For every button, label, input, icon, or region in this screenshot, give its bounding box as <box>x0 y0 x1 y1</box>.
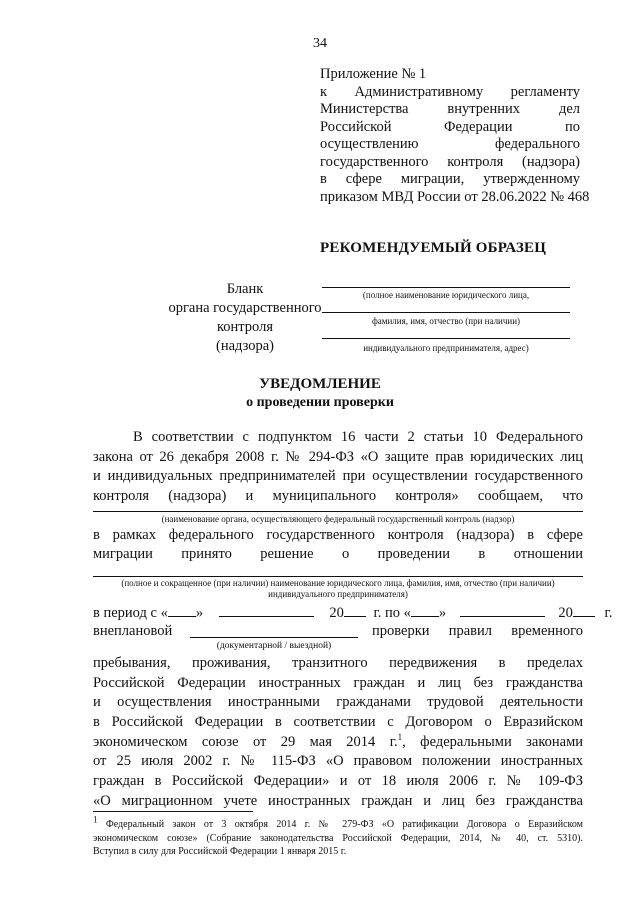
period-text: в период с « <box>93 605 168 621</box>
notice-subtitle: о проведении проверки <box>246 395 394 410</box>
recipient-caption: индивидуального предпринимателя, адрес) <box>363 343 529 353</box>
entity-caption: (полное и сокращенное (при наличии) наименование юридического лица, фамилия, имя, отчество (при наличии) <box>121 578 555 588</box>
sample-label: РЕКОМЕНДУЕМЫЙ ОБРАЗЕЦ <box>320 240 547 256</box>
appendix-line: осуществлению федерального <box>320 136 580 152</box>
footnote-separator <box>93 811 253 812</box>
main-line: в Российской Федерации в соответствии с Договором о Евразийском <box>93 714 583 731</box>
blank-line: органа государственного контроля <box>168 300 322 335</box>
recipient-fill-line[interactable] <box>322 338 570 339</box>
main-line: «О миграционном учете иностранных граждан и лиц без гражданства <box>93 792 583 809</box>
period-text: г. по « <box>373 605 411 621</box>
entity-fill-line[interactable] <box>93 576 583 577</box>
decision-line: миграции принято решение о проведении в отношении <box>93 546 583 562</box>
appendix-block <box>320 66 590 206</box>
intro-paragraph <box>93 428 583 507</box>
footnote-mark: 1 <box>93 814 98 825</box>
footnote-line: экономическом союзе» (Собрание законодательства Российской Федерации, 2014, № 40, ст. 5310). <box>93 832 583 844</box>
appendix-line: Российской Федерации по <box>320 118 580 135</box>
unscheduled-word: внеплановой <box>93 623 173 639</box>
check-type-caption: (документарной / выездной) <box>216 641 332 651</box>
footnote-ref: 1 <box>397 731 403 742</box>
appendix-line: приказом МВД России от 28.06.2022 № 468 <box>320 188 590 205</box>
intro-line: и индивидуальных предпринимателей при осуществлении государственного <box>93 468 583 485</box>
period-text: 20 <box>558 605 573 621</box>
appendix-line: Министерства внутренних дел <box>320 101 580 117</box>
footnote-line <box>93 814 583 832</box>
period-text: г. <box>604 605 613 621</box>
recipient-caption: фамилия, имя, отчество (при наличии) <box>371 316 521 326</box>
period-text: » <box>195 605 204 621</box>
framework-line: в рамках федерального государственного контроля (надзора) в сфере <box>93 527 583 543</box>
intro-line: контроля (надзора) и муниципального контроля» сообщаем, что <box>93 488 583 505</box>
main-line: пребывания, проживания, транзитного передвижения в пределах <box>93 655 583 671</box>
period-text: » <box>438 605 447 621</box>
appendix-line: в сфере миграции, утвержденному <box>320 171 580 187</box>
appendix-line: к Административному регламенту <box>320 83 580 100</box>
main-line-part: , федеральными законами <box>402 733 584 750</box>
blank-line: Бланк <box>226 281 264 297</box>
recipient-fill-line[interactable] <box>322 312 570 313</box>
main-line: от 25 июля 2002 г. № 115-ФЗ «О правовом положении иностранных <box>93 753 583 770</box>
main-line-part: экономическом союзе от 29 мая 2014 г. <box>93 733 398 750</box>
blank-line: (надзора) <box>216 338 274 354</box>
intro-line: закона от 26 декабря 2008 г. № 294-ФЗ «О защите прав юридических лиц <box>93 448 583 465</box>
start-month-field[interactable] <box>219 604 314 617</box>
recipient-caption: (полное наименование юридического лица, <box>362 290 530 300</box>
check-type-fill-line[interactable] <box>190 637 358 638</box>
footnote-text: Федеральный закон от 3 октября 2014 г. № 279-ФЗ «О ратификации Договора о Евразийском <box>97 819 583 830</box>
start-year-field[interactable] <box>344 604 366 617</box>
end-month-field[interactable] <box>460 604 545 617</box>
organ-fill-line[interactable] <box>93 511 583 512</box>
recipient-fill-line[interactable] <box>322 287 570 288</box>
appendix-line: государственного контроля (надзора) <box>320 153 580 170</box>
main-line <box>93 733 583 753</box>
page-number: 34 <box>313 36 327 51</box>
start-day-field[interactable] <box>168 604 196 617</box>
check-rules-text: проверки правил временного <box>372 623 583 639</box>
main-line: граждан в Российской Федерации» и от 18 июля 2006 г. № 109-ФЗ <box>93 773 583 790</box>
main-line: Российской Федерации иностранных граждан и лиц без гражданства <box>93 674 583 691</box>
footnote-line: Вступил в силу для Российской Федерации 1 января 2015 г. <box>93 846 347 857</box>
period-text: 20 <box>329 605 344 621</box>
entity-caption: индивидуального предпринимателя) <box>268 589 408 599</box>
period-line <box>93 604 613 622</box>
notice-title: УВЕДОМЛЕНИЕ <box>259 376 381 392</box>
blank-label <box>150 280 340 356</box>
end-day-field[interactable] <box>411 604 439 617</box>
main-paragraph <box>93 654 583 812</box>
organ-caption: (наименование органа, осуществляющего федеральный государственный контроль (надзор) <box>161 514 515 524</box>
end-year-field[interactable] <box>573 604 595 617</box>
intro-line: В соответствии с подпунктом 16 части 2 статьи 10 Федерального <box>133 429 583 445</box>
footnote-block <box>93 814 583 859</box>
appendix-line: Приложение № 1 <box>320 66 427 82</box>
main-line: и осуществления иностранными гражданами трудовой деятельности <box>93 694 583 711</box>
